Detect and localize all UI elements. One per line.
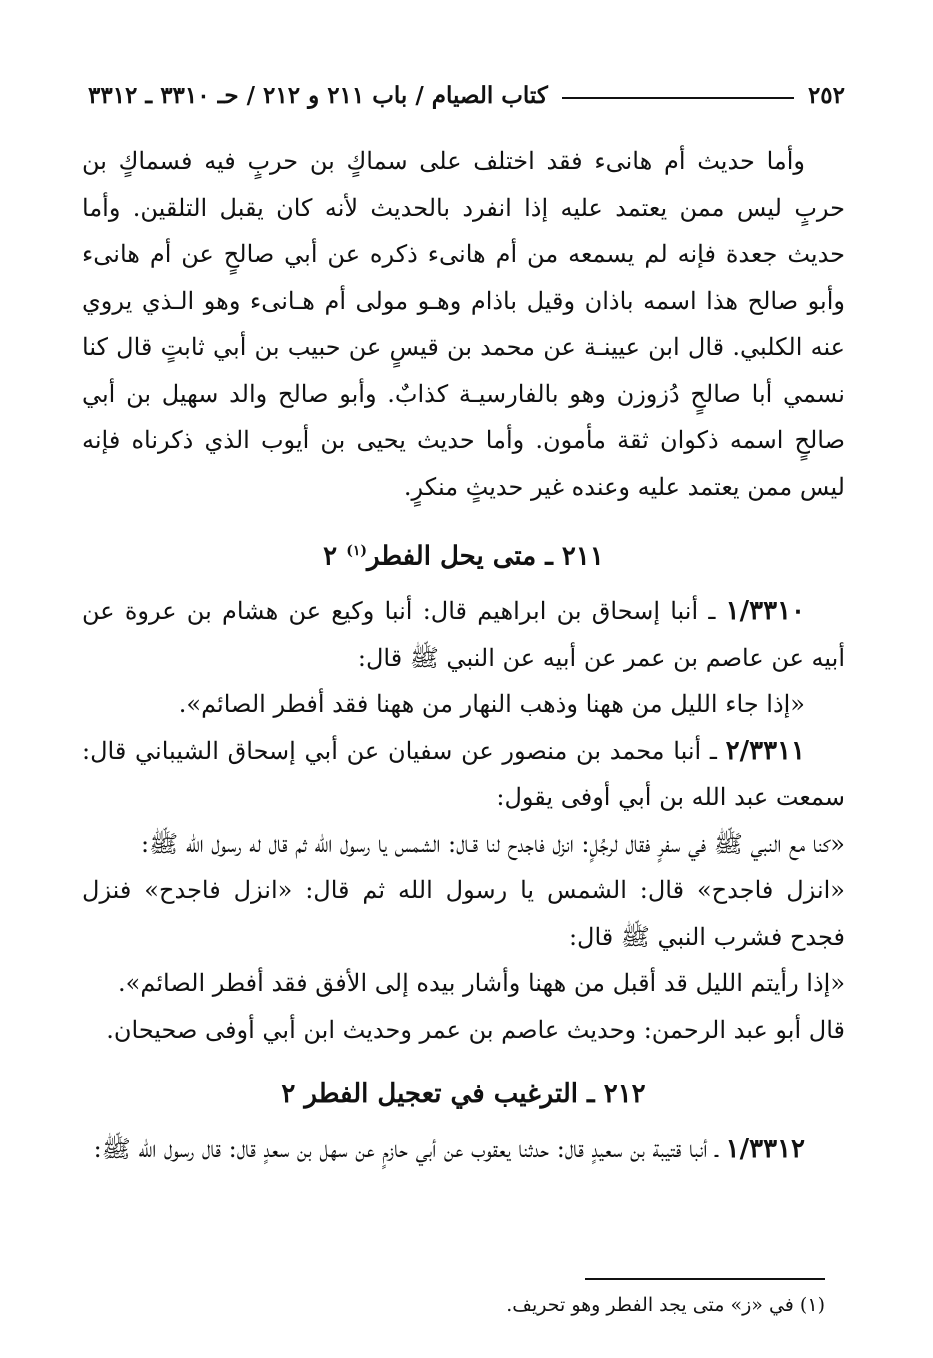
page-number: ٢٥٢ bbox=[807, 82, 845, 109]
intro-paragraph: وأما حديث أم هانىء فقد اختلف على سماكٍ بن حربٍ فيه فسماكٍ بن حربٍ ليس ممن يعتمد عليه إذا انفرد بالحديث لأنه كان يقبل التلقين. وأما حديث جعدة فإنه لم يسمعه من أم هانىء ذكره عن أبي صالحٍ عن أم هانىء وأبو صالح هذا اسمه باذان وقيل باذام وهـو مولى أم هـانىء وهو الـذي يروي عنه الكلبي. قال ابن عيينـة عن محمد بن قيسٍ عن حبيب بن أبي ثابتٍ قال كنا نسمي أبا صالحٍ دُزوزن وهو بالفارسيـة كذابٌ. وأبو صالح والد سهيل بن أبي صالحٍ اسمه ذكوان ثقة مأمون. وأما حديث يحيى بن أيوب الذي ذكرناه فإنه ليس ممن يعتمد عليه وعنده غير حديثٍ منكرٍ. bbox=[82, 147, 846, 501]
hadith-3310-isnad: ـ أنبا إسحاق بن ابراهيم قال: أنبا وكيع عن هشام بن عروة عن أبيه عن عاصم بن عمر عن أبيه عن النبي ﷺ قال: bbox=[82, 597, 845, 672]
hadith-3310 bbox=[82, 588, 845, 681]
header-rule bbox=[562, 97, 794, 99]
section-211-title: ٢١١ ـ متى يحل الفطر bbox=[366, 541, 604, 572]
running-title: كتاب الصيام / باب ٢١١ و ٢١٢ / حـ ٣٣١٠ ـ ٣٣١٢ bbox=[88, 82, 548, 109]
hadith-3311-comment: قال أبو عبد الرحمن: وحديث عاصم بن عمر وحديث ابن أبي أوفى صحيحان. bbox=[106, 1015, 845, 1044]
footnote-ref: (١) bbox=[346, 543, 367, 559]
section-212-title: ٢١٢ ـ الترغيب في تعجيل الفطر bbox=[304, 1079, 646, 1110]
footnote: (١) في «ز» متى يجد الفطر وهو تحريف. bbox=[506, 1294, 825, 1316]
section-211-heading bbox=[82, 528, 845, 580]
footnote-rule bbox=[585, 1278, 825, 1280]
hadith-3310-matn: «إذا جاء الليل من ههنا وذهب النهار من ههنا فقد أفطر الصائم». bbox=[178, 690, 805, 719]
hadith-3311-isnad: ـ أنبا محمد بن منصور عن سفيان عن أبي إسحاق الشيباني قال: سمعت عبد الله بن أبي أوفى يقول: bbox=[82, 736, 845, 812]
section-212-heading bbox=[82, 1071, 845, 1118]
hadith-3311-matn-2: «انزل فاجدح» قال: الشمس يا رسول الله ثم قال: «انزل فاجدح» فنزل فجدح فشرب النبي ﷺ قال: bbox=[82, 876, 845, 951]
section-211-suffix: ٢ bbox=[323, 541, 338, 572]
hadith-3312 bbox=[82, 1126, 845, 1173]
hadith-3311-matn-3: «إذا رأيتم الليل قد أقبل من ههنا وأشار بيده إلى الأفق فقد أفطر الصائم». bbox=[118, 969, 845, 998]
hadith-3310-number: ١/٣٣١٠ bbox=[725, 596, 805, 627]
section-212-suffix: ٢ bbox=[281, 1079, 296, 1110]
hadith-3311-matn-1: «كنا مع النبي ﷺ في سفرٍ فقال لرجُلٍ: انزل فاجدح لنا قـال: الشمس يا رسول الله ثم قال له رسول الله ﷺ: bbox=[141, 829, 845, 858]
hadith-3312-isnad: ـ أنبا قتيبة بن سعيدٍ قال: حدثنا يعقوب عن أبي حازمٍ عن سهل بن سعدٍ قال: قال رسول الله ﷺ: bbox=[93, 1134, 719, 1163]
hadith-3312-number: ١/٣٣١٢ bbox=[725, 1133, 805, 1164]
page-body bbox=[82, 138, 845, 1172]
hadith-3311-number: ٢/٣٣١١ bbox=[725, 735, 805, 766]
page-header bbox=[88, 82, 845, 109]
hadith-3311 bbox=[82, 728, 845, 821]
